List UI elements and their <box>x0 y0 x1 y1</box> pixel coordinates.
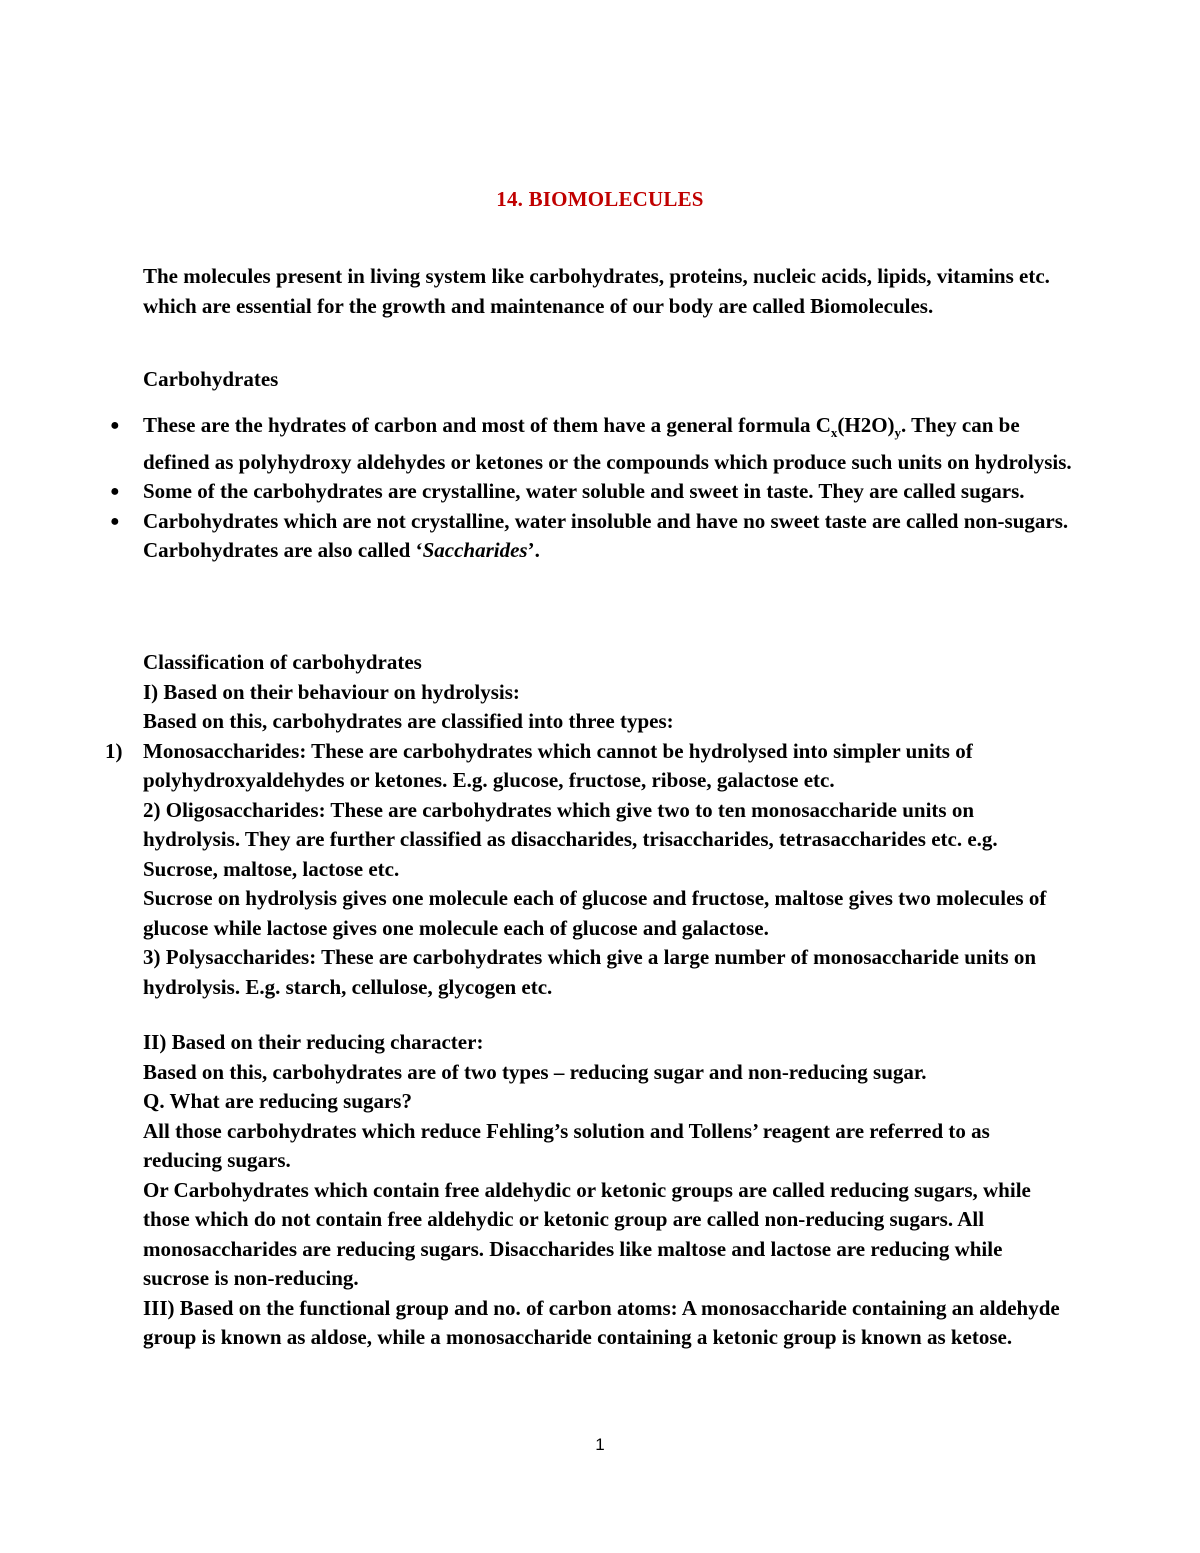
bullet-item-formula <box>110 411 1073 477</box>
oligosaccharides-item: 2) Oligosaccharides: These are carbohydrates which give two to ten monosaccharide units on hydrolysis. They are further classified as disaccharides, trisaccharides, tetrasaccharides etc. e.g. Sucrose, maltose, lactose etc. <box>143 797 998 881</box>
formula-water: (H2O) <box>837 413 895 437</box>
bullet-dot-icon: ● <box>110 483 120 501</box>
polysaccharides-item: 3) Polysaccharides: These are carbohydrates which give a large number of monosaccharide units on hydrolysis. E.g. starch, cellulose, glycogen etc. <box>143 945 1037 999</box>
bullet-dot-icon: ● <box>110 512 120 530</box>
classification-section <box>143 648 1073 1002</box>
bullet-text: These are the hydrates of carbon and most of them have a general formula C <box>143 413 831 437</box>
functional-group-paragraph: III) Based on the functional group and no. of carbon atoms: A monosaccharide containing an aldehyde group is known as aldose, while a monosaccharide containing a ketonic group is known as ketose. <box>143 1295 1060 1349</box>
reducing-alt-answer: Or Carbohydrates which contain free aldehydic or ketonic groups are called reducing sugars, while those which do not contain free aldehydic or ketonic group are called non-reducing sugars. All monosaccharides are reducing sugars. Disaccharides like maltose and lactose are reducing while sucrose is non-reducing. <box>143 1177 1031 1290</box>
hydrolysis-subheading: I) Based on their behaviour on hydrolysis: <box>143 679 520 704</box>
intro-paragraph: The molecules present in living system like carbohydrates, proteins, nucleic acids, lipids, vitamins etc. which are essential for the growth and maintenance of our body are called Biomolecules. <box>143 264 1050 318</box>
page-title: 14. BIOMOLECULES <box>496 187 704 211</box>
bullet-text: Some of the carbohydrates are crystalline, water soluble and sweet in taste. They are called sugars. <box>143 479 1025 504</box>
formula-subscript-y: y <box>894 425 902 441</box>
numbered-marker-1: 1) <box>105 739 123 763</box>
reducing-intro: Based on this, carbohydrates are of two types – reducing sugar and non-reducing sugar. <box>143 1059 927 1084</box>
reducing-heading: II) Based on their reducing character: <box>143 1030 484 1054</box>
formula-subscript-x: x <box>830 425 838 441</box>
bullet-text: ’. <box>527 538 540 563</box>
bullet-item-sugars <box>110 477 1073 507</box>
carbohydrates-heading: Carbohydrates <box>143 367 279 391</box>
bullet-text: . They can be defined as polyhydroxy aldehydes or ketones or the compounds which produce such units on hydrolysis. <box>143 413 1072 474</box>
saccharides-term: Saccharides <box>422 538 528 563</box>
oligosaccharides-note: Sucrose on hydrolysis gives one molecule each of glucose and fructose, maltose gives two molecules of glucose while lactose gives one molecule each of glucose and galactose. <box>143 886 1047 940</box>
bullet-item-non-sugars <box>110 507 1073 566</box>
reducing-question: Q. What are reducing sugars? <box>143 1089 412 1113</box>
bullet-text: Carbohydrates which are not crystalline, water insoluble and have no sweet taste are called non-sugars. Carbohydrates are also called ‘ <box>143 508 1069 563</box>
hydrolysis-intro: Based on this, carbohydrates are classified into three types: <box>143 709 674 733</box>
reducing-section <box>143 1028 1073 1353</box>
carbohydrate-bullet-list <box>110 411 1073 566</box>
reducing-answer: All those carbohydrates which reduce Fehling’s solution and Tollens’ reagent are referred to as reducing sugars. <box>143 1118 990 1172</box>
bullet-dot-icon: ● <box>110 417 120 434</box>
monosaccharides-item: Monosaccharides: These are carbohydrates which cannot be hydrolysed into simpler units of polyhydroxyaldehydes or ketones. E.g. glucose, fructose, ribose, galactose etc. <box>143 738 973 792</box>
page-number: 1 <box>595 1435 605 1454</box>
classification-heading: Classification of carbohydrates <box>143 650 422 674</box>
